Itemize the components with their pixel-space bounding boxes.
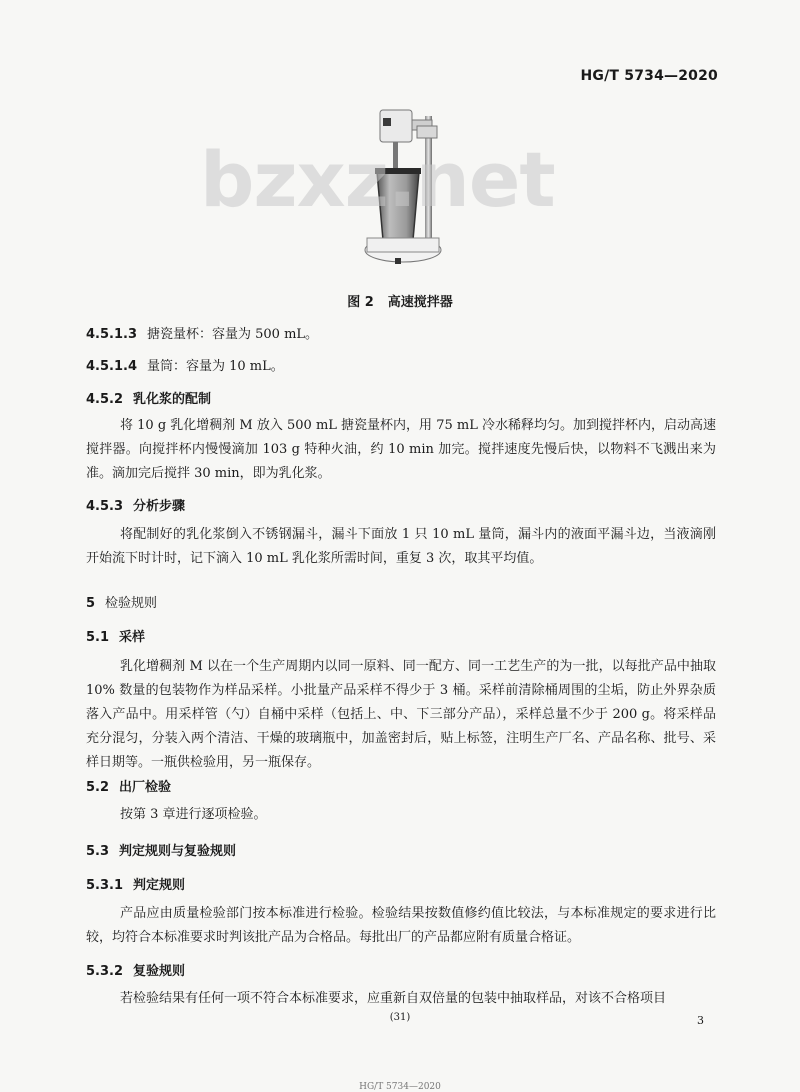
standard-number: HG/T 5734—2020 [580, 68, 718, 84]
clause-number: 5.3.1 [86, 878, 124, 893]
paragraph-4-5-2: 将 10 g 乳化增稠剂 M 放入 500 mL 搪瓷量杯内，用 75 mL 冷水稀释均匀。加到搅拌杯内，启动高速搅拌器。向搅拌杯内慢慢滴加 103 g 特种火油，约 10 min 加完。搅拌速度先慢后快，以物料不飞溅出来为准。滴加完后搅拌 30 min，即为乳化浆。 [86, 418, 716, 481]
paragraph-4-5-3: 将配制好的乳化浆倒入不锈钢漏斗，漏斗下面放 1 只 10 mL 量筒，漏斗内的液面平漏斗边，当液滴刚开始流下时计时，记下滴入 10 mL 乳化浆所需时间，重复 3 次，取其平均值。 [86, 527, 716, 566]
clause-number: 4.5.2 [86, 392, 124, 407]
paragraph-5-3-1: 产品应由质量检验部门按本标准进行检验。检验结果按数值修约值比较法，与本标准规定的要求进行比较，均符合本标准要求时判该批产品为合格品。每批出厂的产品都应附有质量合格证。 [86, 906, 716, 945]
clause-title: 分析步骤 [133, 499, 186, 514]
clause-title: 采样 [119, 630, 146, 645]
next-page-header-cut: HG/T 5734—2020 [359, 1082, 441, 1092]
clause-number: 5.3.2 [86, 964, 124, 979]
page-sequence: (31) [389, 1012, 411, 1023]
clause-text: 搪瓷量杯：容量为 500 mL。 [147, 327, 319, 342]
clause-text: 量筒：容量为 10 mL。 [147, 359, 284, 374]
mixer-photo [355, 98, 460, 278]
paragraph-5-3-2: 若检验结果有任何一项不符合本标准要求，应重新自双倍量的包装中抽取样品，对该不合格项目 [120, 991, 667, 1006]
clause-title: 检验规则 [105, 596, 158, 611]
clause-number: 4.5.3 [86, 499, 124, 514]
clause-number: 5.2 [86, 780, 110, 795]
clause-number: 5.3 [86, 844, 110, 859]
heading-5 [86, 592, 157, 611]
clause-title: 判定规则 [133, 878, 186, 893]
clause-number: 5.1 [86, 630, 110, 645]
paragraph-5-2: 按第 3 章进行逐项检验。 [120, 807, 267, 822]
clause-4-5-1-3 [86, 323, 318, 342]
watermark-text: bzxz.net [200, 135, 555, 224]
figure-caption [0, 291, 800, 310]
heading-4-5-2 [86, 388, 211, 407]
clause-number: 4.5.1.3 [86, 327, 137, 342]
heading-4-5-3 [86, 495, 185, 514]
clause-title: 乳化浆的配制 [133, 392, 212, 407]
heading-5-3-2 [86, 960, 185, 979]
clause-title: 出厂检验 [119, 780, 172, 795]
clause-number: 5 [86, 596, 96, 611]
figure-caption-title: 高速搅拌器 [387, 295, 453, 310]
clause-4-5-1-4 [86, 355, 284, 374]
figure-caption-number: 图 2 [347, 295, 374, 310]
heading-5-1 [86, 626, 145, 645]
page-number: 3 [697, 1014, 704, 1027]
heading-5-2 [86, 776, 171, 795]
clause-title: 判定规则与复验规则 [119, 844, 237, 859]
heading-5-3 [86, 840, 236, 859]
heading-5-3-1 [86, 874, 185, 893]
clause-title: 复验规则 [133, 964, 186, 979]
clause-number: 4.5.1.4 [86, 359, 137, 374]
paragraph-5-1: 乳化增稠剂 M 以在一个生产周期内以同一原料、同一配方、同一工艺生产的为一批，以每批产品中抽取 10% 数量的包装物作为样品采样。小批量产品采样不得少于 3 桶。采样前清除桶周围的尘垢，防止外界杂质落入产品中。用采样管（勺）自桶中采样（包括上、中、下三部分产品），采样总量不少于 200 g。将采样品充分混匀，分装入两个清洁、干燥的玻璃瓶中，加盖密封后，贴上标签，注明生产厂名、产品名称、批号、采样日期等。一瓶供检验用，另一瓶保存。 [86, 659, 716, 770]
